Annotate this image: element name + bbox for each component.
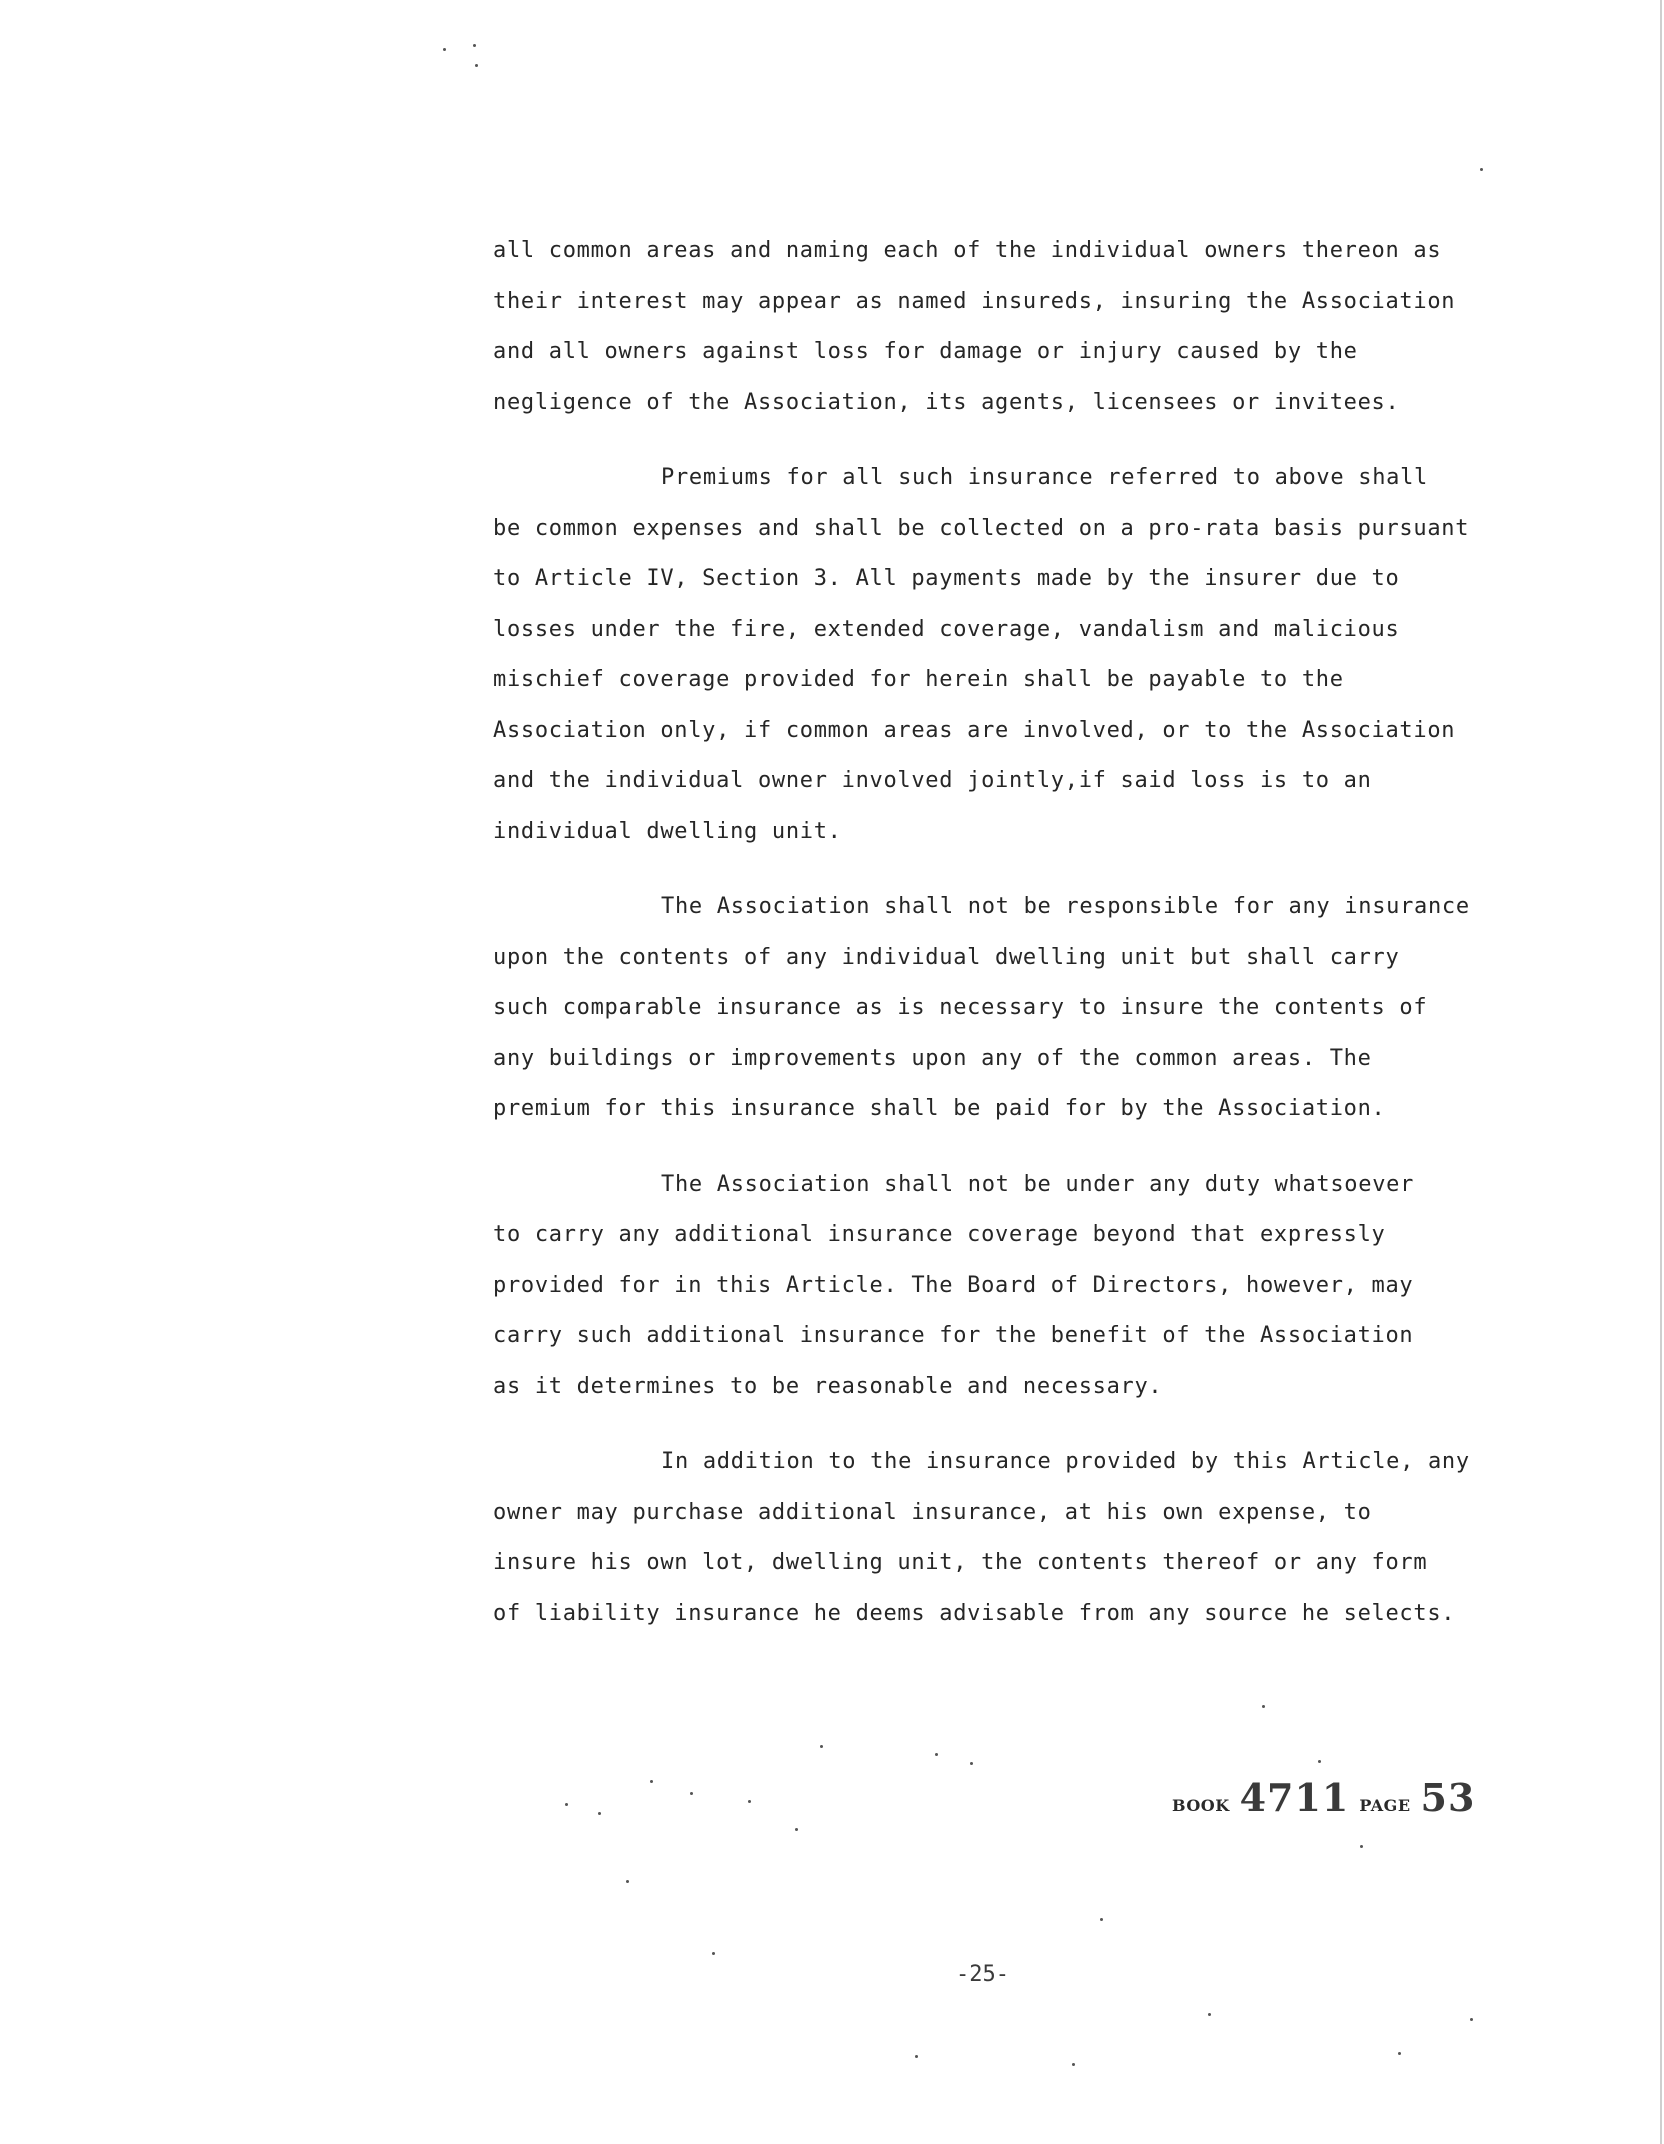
text-line: owner may purchase additional insurance, at his own expense, to (493, 1499, 1372, 1525)
text-line: be common expenses and shall be collected on a pro-rata basis pursuant (493, 515, 1470, 541)
scan-speck (1262, 1705, 1265, 1708)
text-line: mischief coverage provided for herein shall be payable to the (493, 667, 1344, 692)
text-line: to carry any additional insurance coverage beyond that expressly (493, 1222, 1386, 1247)
text-line: premium for this insurance shall be paid for by the Association. (493, 1096, 1386, 1121)
text-line: negligence of the Association, its agents, licensees or invitees. (493, 389, 1400, 415)
page-number: -25- (956, 1962, 1009, 1987)
paragraph-no-duty (493, 1160, 1553, 1413)
text-line: individual dwelling unit. (493, 818, 842, 844)
text-line: and all owners against loss for damage or injury caused by the (493, 339, 1358, 364)
scan-speck (690, 1792, 693, 1795)
text-line: to Article IV, Section 3. All payments made by the insurer due to (493, 566, 1400, 591)
book-page-stamp (1172, 1775, 1476, 1820)
text-line: In addition to the insurance provided by this Article, any (661, 1449, 1470, 1474)
scan-speck (565, 1803, 568, 1806)
scan-speck (1072, 2063, 1075, 2066)
text-line: provided for in this Article. The Board of Directors, however, may (493, 1272, 1414, 1298)
text-line: carry such additional insurance for the benefit of the Association (493, 1323, 1414, 1348)
paragraph-named-insureds (493, 226, 1553, 428)
scan-speck (970, 1762, 973, 1765)
scan-speck (650, 1780, 653, 1783)
text-line: The Association shall not be under any duty whatsoever (661, 1171, 1415, 1197)
text-line: losses under the fire, extended coverage, vandalism and malicious (493, 616, 1400, 642)
text-line: insure his own lot, dwelling unit, the contents thereof or any form (493, 1550, 1428, 1575)
scan-speck (626, 1880, 629, 1883)
document-body (493, 226, 1553, 1664)
scan-speck (1208, 2013, 1211, 2016)
scan-speck (795, 1828, 798, 1831)
paragraph-premiums (493, 453, 1553, 857)
paragraph-contents-insurance (493, 882, 1553, 1135)
text-line: upon the contents of any individual dwelling unit but shall carry (493, 944, 1400, 970)
scan-speck (1318, 1760, 1321, 1763)
scan-speck (935, 1753, 938, 1756)
scan-speck (712, 1952, 715, 1955)
text-line: any buildings or improvements upon any of the common areas. The (493, 1045, 1372, 1071)
page-reference: 53 (1420, 1775, 1476, 1820)
scan-speck (475, 64, 478, 67)
scan-speck (1398, 2052, 1401, 2055)
text-line: their interest may appear as named insureds, insuring the Association (493, 288, 1456, 314)
scan-speck (598, 1812, 601, 1815)
scan-speck (1480, 168, 1483, 171)
scan-speck (1100, 1918, 1103, 1921)
scan-speck (1360, 1845, 1363, 1848)
text-line: Association only, if common areas are involved, or to the Association (493, 717, 1456, 743)
text-line: as it determines to be reasonable and necessary. (493, 1373, 1163, 1399)
text-line: all common areas and naming each of the individual owners thereon as (493, 238, 1442, 263)
scan-speck (915, 2055, 918, 2058)
text-line: of liability insurance he deems advisable from any source he selects. (493, 1600, 1456, 1626)
page-label: PAGE (1359, 1796, 1411, 1815)
scan-speck (1470, 2018, 1473, 2021)
text-line: and the individual owner involved jointly,if said loss is to an (493, 768, 1372, 793)
scan-edge-line (1660, 0, 1662, 2144)
text-line: Premiums for all such insurance referred to above shall (661, 465, 1428, 490)
scan-speck (473, 44, 476, 47)
scan-speck (748, 1800, 751, 1803)
book-label: BOOK (1172, 1796, 1230, 1815)
scan-speck (820, 1745, 823, 1748)
book-number: 4711 (1239, 1775, 1350, 1820)
paragraph-owner-insurance (493, 1437, 1553, 1639)
text-line: The Association shall not be responsible for any insurance (661, 894, 1470, 919)
text-line: such comparable insurance as is necessary to insure the contents of (493, 995, 1428, 1020)
scan-speck (443, 48, 446, 51)
